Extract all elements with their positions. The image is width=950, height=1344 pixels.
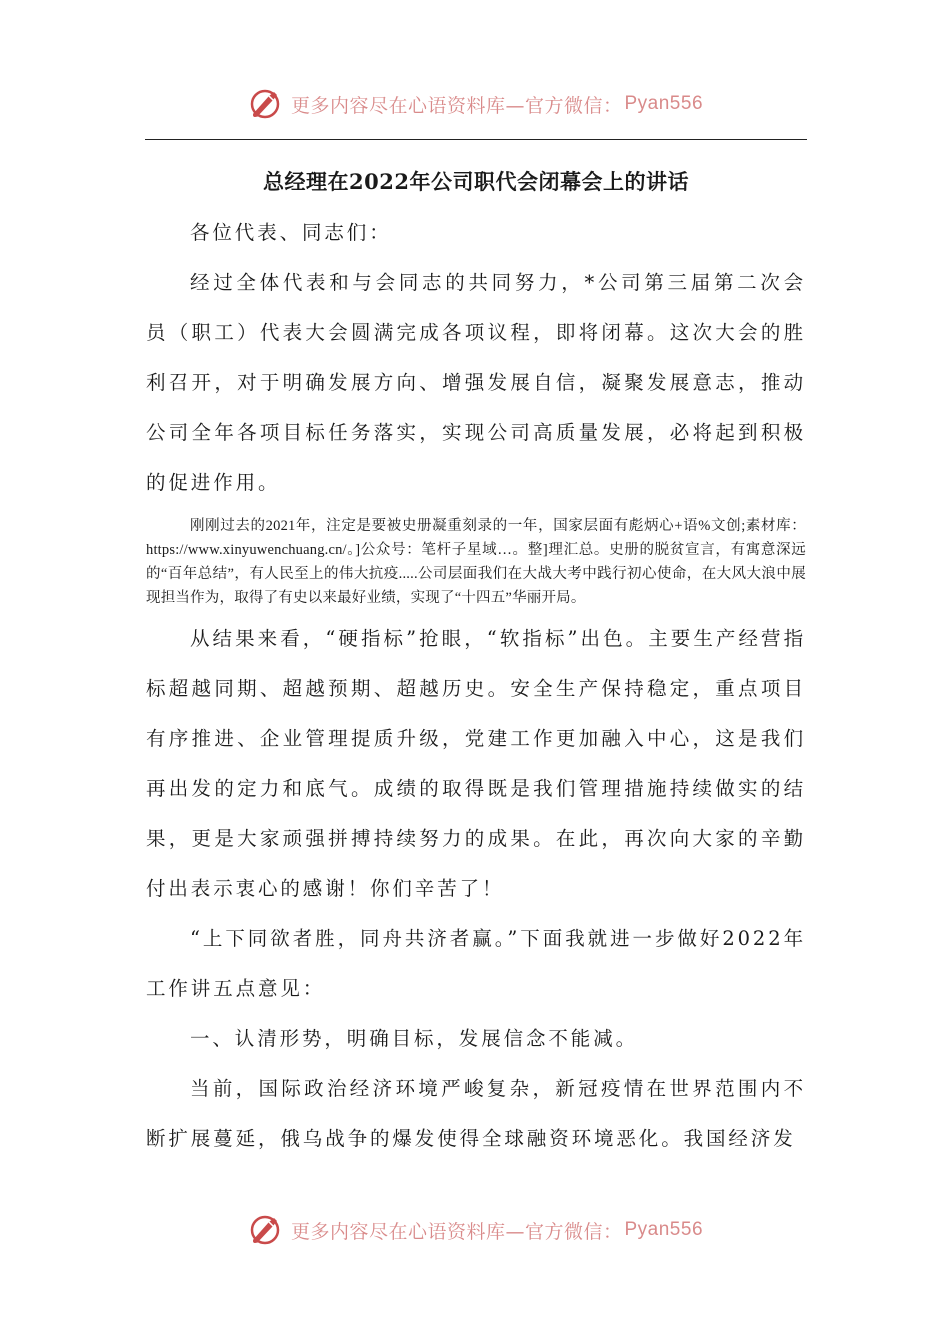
body-paragraph: 当前，国际政治经济环境严峻复杂，新冠疫情在世界范围内不断扩展蔓延，俄乌战争的爆发使得全球融资环境恶化。我国经济发 [146,1077,806,1150]
header-divider [145,139,807,140]
small-print-paragraph: 刚刚过去的2021年，注定是要被史册凝重刻录的一年，国家层面有彪炳心+语%文创;素材库：https://www.xinyuwenchuang.cn/。]公众号：笔杆子星域…。整]理汇总。史册的脱贫宣言，有寓意深远的“百年总结”，有人民至上的伟大抗疫.....公司层面我们在大战大考中践行初心使命，在大风大浪中展现担当作为，取得了有史以来最好业绩，实现了“十四五”华丽开局。 [146,518,806,606]
body-paragraph: 经过全体代表和与会同志的共同努力，*公司第三届第二次会员（职工）代表大会圆满完成各项议程，即将闭幕。这次大会的胜利召开，对于明确发展方向、增强发展自信，凝聚发展意志，推动公司全年各项目标任务落实，实现公司高质量发展，必将起到积极的促进作用。 [146,271,806,494]
section-heading: 一、认清形势，明确目标，发展信念不能减。 [190,1027,639,1050]
document-body [146,208,806,1164]
watermark-text: 更多内容尽在心语资料库—官方微信： [290,1220,623,1243]
header-watermark [0,82,950,126]
watermark-text: 更多内容尽在心语资料库—官方微信： [290,94,623,117]
body-paragraph: 从结果来看，“硬指标”抢眼，“软指标”出色。主要生产经营指标超越同期、超越预期、超越历史。安全生产保持稳定，重点项目有序推进、企业管理提质升级，党建工作更加融入中心，这是我们再出发的定力和底气。成绩的取得既是我们管理措施持续做实的结果，更是大家顽强拼搏持续努力的成果。在此，再次向大家的辛勤付出表示衷心的感谢！你们辛苦了！ [146,627,806,900]
watermark-handle: Pyan556 [624,93,704,114]
pen-logo-icon [247,1210,287,1250]
salutation-paragraph: 各位代表、同志们： [190,221,392,244]
document-title: 总经理在2022年公司职代会闭幕会上的讲话 [263,169,689,194]
pen-logo-icon [247,84,287,124]
watermark-handle: Pyan556 [624,1219,704,1240]
footer-watermark [0,1208,950,1252]
body-paragraph: “上下同欲者胜，同舟共济者赢。”下面我就进一步做好2022年工作讲五点意见： [146,927,806,1000]
